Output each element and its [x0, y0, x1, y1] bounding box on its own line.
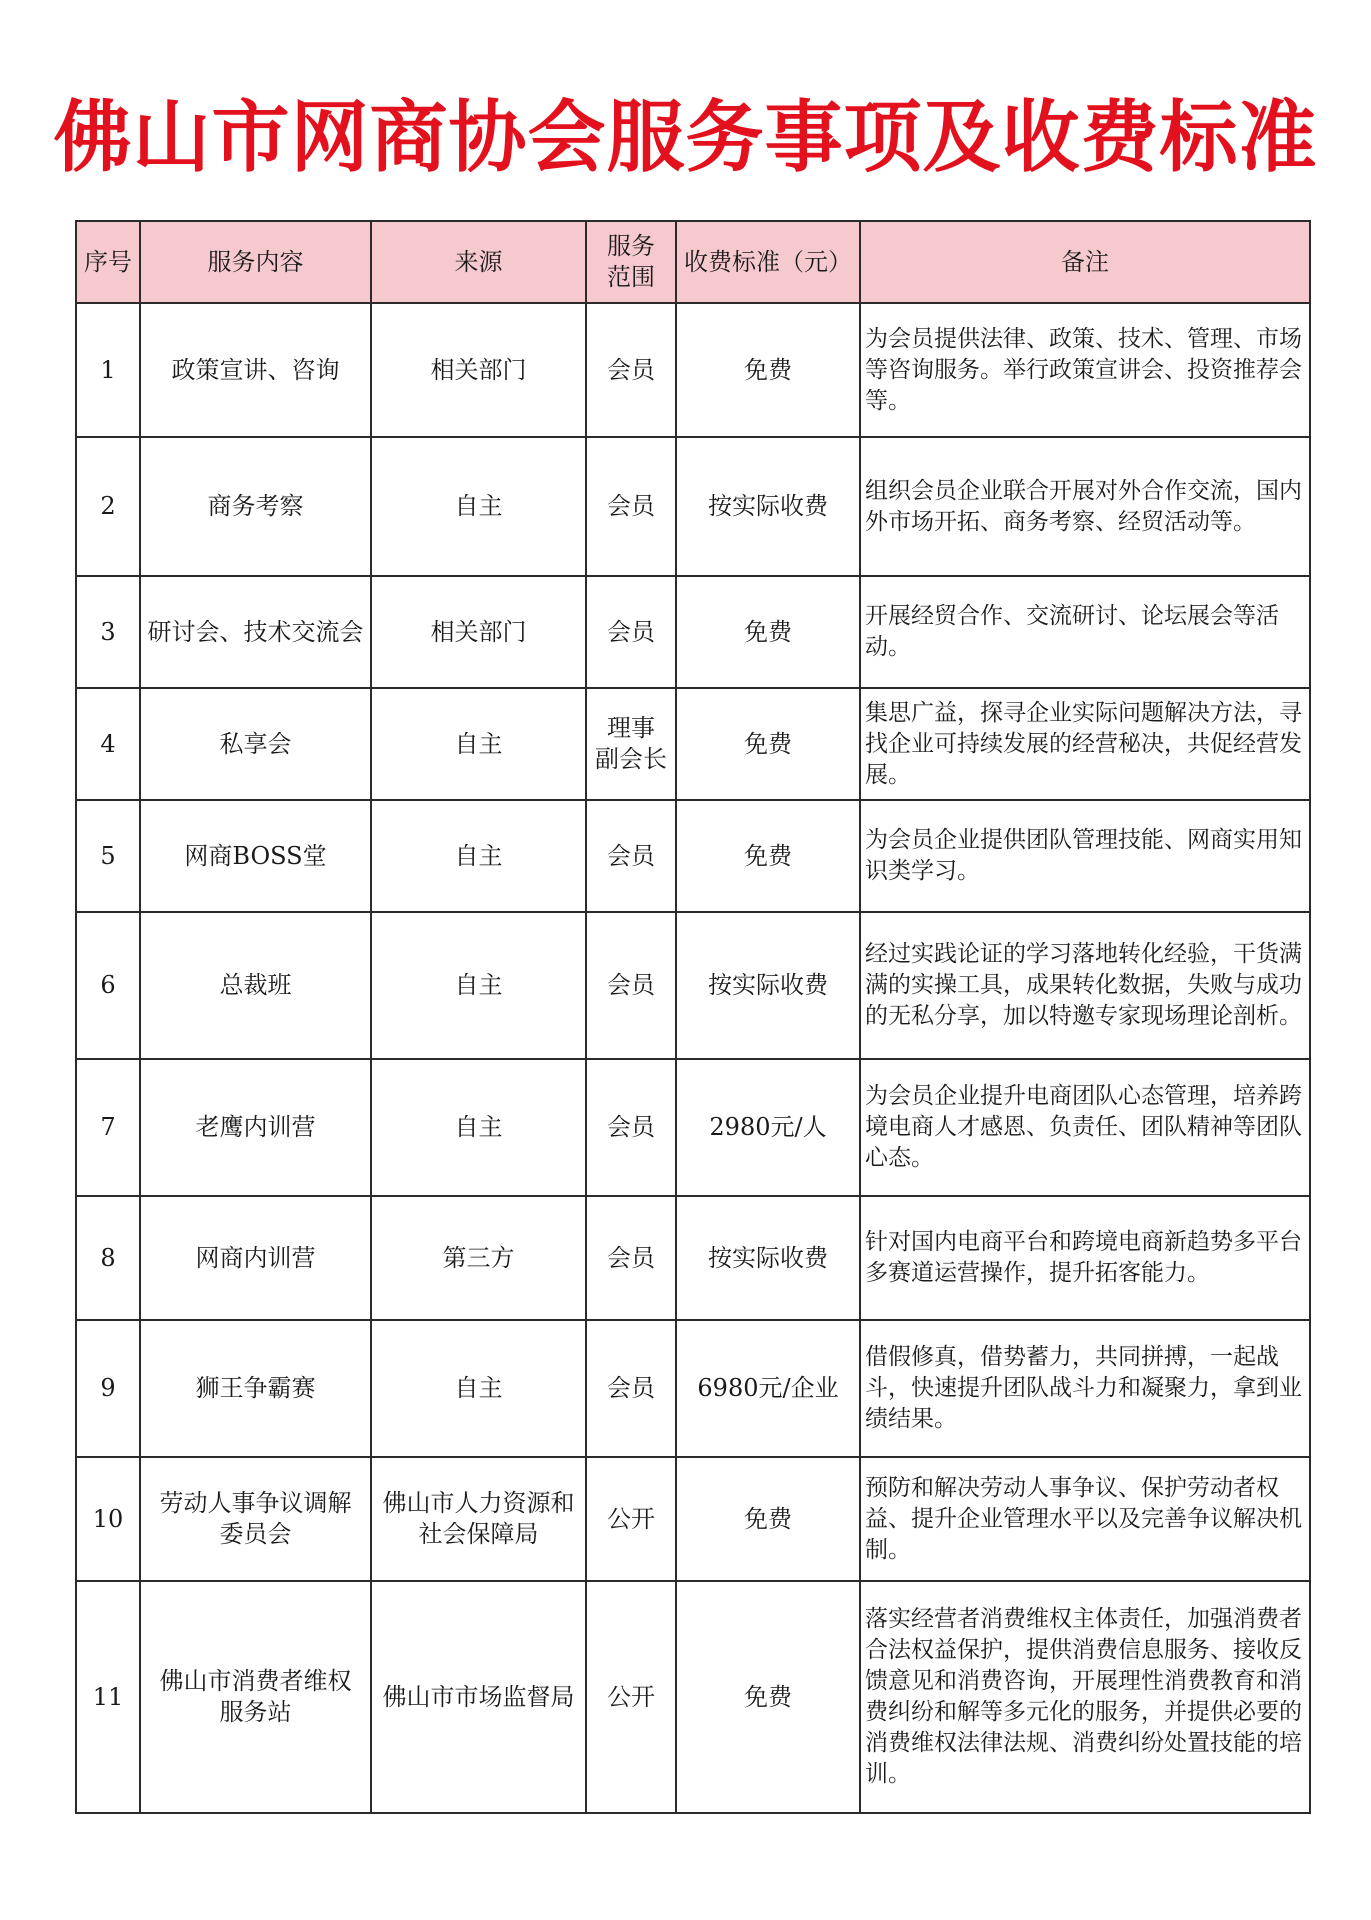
cell-remark: [860, 800, 1310, 912]
cell-source: [371, 912, 586, 1059]
cell-remark-text: 为会员企业提升电商团队心态管理，培养跨境电商人才感恩、负责任、团队精神等团队心态。: [865, 1083, 1302, 1171]
cell-source-text: 相关部门: [430, 617, 527, 646]
cell-scope-text: 副会长: [595, 745, 667, 773]
cell-no-text: 11: [92, 1682, 124, 1711]
cell-source-text: 社会保障局: [418, 1520, 539, 1548]
cell-no: [76, 576, 140, 688]
cell-scope-text: 会员: [607, 1243, 655, 1272]
cell-source: [371, 1457, 586, 1581]
cell-fee: [676, 1196, 860, 1320]
cell-remark: [860, 437, 1310, 576]
cell-content-text: 网商内训营: [195, 1243, 316, 1272]
cell-remark-text: 组织会员企业联合开展对外合作交流，国内外市场开拓、商务考察、经贸活动等。: [865, 477, 1302, 535]
cell-source: [371, 1196, 586, 1320]
cell-fee-text: 按实际收费: [708, 492, 828, 520]
cell-no: [76, 437, 140, 576]
cell-source: [371, 1581, 586, 1813]
header-scope-line2: 范围: [607, 263, 655, 291]
cell-content: [140, 800, 371, 912]
cell-fee-text: 免费: [744, 1682, 792, 1711]
cell-fee-text: 6980元/企业: [697, 1374, 839, 1402]
cell-fee: [676, 912, 860, 1059]
cell-content: [140, 912, 371, 1059]
cell-fee-text: 免费: [744, 617, 792, 646]
cell-scope: [586, 1320, 676, 1457]
cell-scope: [586, 1457, 676, 1581]
cell-content: [140, 1320, 371, 1457]
cell-fee-text: 按实际收费: [708, 971, 828, 999]
cell-source: [371, 303, 586, 437]
cell-scope-text: 理事: [607, 714, 655, 742]
cell-source-text: 自主: [454, 492, 503, 520]
cell-content-text: 网商BOSS堂: [184, 841, 327, 870]
cell-no: [76, 1320, 140, 1457]
cell-scope-text: 会员: [607, 841, 655, 870]
table-row: [76, 1457, 1310, 1581]
cell-scope: [586, 1581, 676, 1813]
cell-no: [76, 1581, 140, 1813]
cell-fee-text: 免费: [744, 1504, 792, 1533]
cell-no-text: 6: [100, 971, 116, 999]
cell-scope: [586, 1196, 676, 1320]
cell-fee-text: 按实际收费: [708, 1243, 828, 1272]
cell-fee: [676, 688, 860, 800]
cell-no-text: 10: [92, 1504, 124, 1533]
cell-content-text: 狮王争霸赛: [195, 1374, 316, 1402]
cell-remark-text: 落实经营者消费维权主体责任，加强消费者合法权益保护，提供消费信息服务、接收反馈意见和消费咨询，开展理性消费教育和消费纠纷和解等多元化的服务，并提供必要的消费维权法律法规、消费纠纷处置技能的培训。: [865, 1606, 1302, 1787]
cell-source-text: 佛山市人力资源和: [382, 1489, 575, 1517]
cell-remark: [860, 576, 1310, 688]
cell-no-text: 9: [100, 1374, 116, 1402]
cell-scope-text: 公开: [607, 1682, 655, 1711]
cell-source: [371, 1059, 586, 1196]
cell-remark: [860, 1581, 1310, 1813]
cell-content-text: 商务考察: [207, 492, 304, 520]
cell-no: [76, 1196, 140, 1320]
cell-content-text: 服务站: [219, 1698, 292, 1726]
cell-remark: [860, 912, 1310, 1059]
cell-scope-text: 会员: [607, 1113, 655, 1141]
cell-remark-text: 针对国内电商平台和跨境电商新趋势多平台多赛道运营操作，提升拓客能力。: [865, 1229, 1302, 1286]
header-scope: [586, 221, 676, 303]
header-content: 服务内容: [140, 221, 371, 303]
cell-no-text: 8: [100, 1243, 116, 1272]
header-scope-line1: 服务: [607, 232, 655, 260]
cell-content-text: 佛山市消费者维权: [159, 1667, 352, 1695]
cell-source-text: 第三方: [442, 1243, 515, 1272]
cell-fee: [676, 1457, 860, 1581]
fee-table: [75, 220, 1311, 1814]
cell-content: [140, 1196, 371, 1320]
page-title: 佛山市网商协会服务事项及收费标准: [53, 93, 1318, 183]
cell-fee: [676, 576, 860, 688]
cell-scope-text: 会员: [607, 1374, 655, 1402]
cell-scope-text: 会员: [607, 492, 655, 520]
cell-no-text: 4: [100, 729, 116, 758]
cell-content-text: 研讨会、技术交流会: [147, 617, 364, 646]
cell-source: [371, 437, 586, 576]
cell-content-text: 劳动人事争议调解: [159, 1489, 352, 1517]
cell-no-text: 2: [100, 492, 116, 520]
cell-scope: [586, 688, 676, 800]
cell-scope-text: 会员: [607, 355, 655, 384]
cell-scope: [586, 437, 676, 576]
table-row: [76, 1059, 1310, 1196]
cell-content: [140, 1059, 371, 1196]
cell-scope: [586, 1059, 676, 1196]
header-source: 来源: [371, 221, 586, 303]
cell-scope-text: 会员: [607, 617, 655, 646]
cell-fee-text: 免费: [744, 355, 792, 384]
cell-no-text: 1: [100, 355, 116, 384]
table-row: [76, 303, 1310, 437]
cell-remark-text: 为会员企业提供团队管理技能、网商实用知识类学习。: [865, 827, 1302, 884]
cell-content-text: 总裁班: [219, 971, 292, 999]
cell-remark: [860, 1457, 1310, 1581]
cell-remark-text: 经过实践论证的学习落地转化经验，干货满满的实操工具，成果转化数据，失败与成功的无私分享，加以特邀专家现场理论剖析。: [865, 941, 1302, 1029]
cell-content: [140, 688, 371, 800]
cell-source: [371, 800, 586, 912]
header-fee: 收费标准（元）: [676, 221, 860, 303]
cell-no: [76, 303, 140, 437]
cell-source: [371, 688, 586, 800]
cell-remark-text: 集思广益，探寻企业实际问题解决方法，寻找企业可持续发展的经营秘决，共促经营发展。: [865, 699, 1302, 788]
cell-source-text: 佛山市市场监督局: [382, 1682, 575, 1711]
cell-content-text: 委员会: [219, 1520, 292, 1548]
header-no: 序号: [76, 221, 140, 303]
cell-scope: [586, 303, 676, 437]
cell-fee: [676, 1320, 860, 1457]
table-row: [76, 576, 1310, 688]
cell-content: [140, 1581, 371, 1813]
cell-no-text: 7: [100, 1113, 116, 1141]
cell-source-text: 自主: [454, 1374, 503, 1402]
cell-content: [140, 1457, 371, 1581]
cell-remark: [860, 303, 1310, 437]
cell-remark-text: 借假修真，借势蓄力，共同拼搏，一起战斗，快速提升团队战斗力和凝聚力，拿到业绩结果。: [865, 1344, 1302, 1432]
cell-remark-text: 为会员提供法律、政策、技术、管理、市场等咨询服务。举行政策宣讲会、投资推荐会等。: [865, 325, 1302, 414]
cell-scope: [586, 800, 676, 912]
cell-scope: [586, 912, 676, 1059]
cell-no: [76, 1059, 140, 1196]
cell-no: [76, 1457, 140, 1581]
table-row: [76, 800, 1310, 912]
cell-no: [76, 912, 140, 1059]
cell-content: [140, 303, 371, 437]
table-row: [76, 437, 1310, 576]
cell-remark: [860, 688, 1310, 800]
cell-fee: [676, 1059, 860, 1196]
cell-remark: [860, 1196, 1310, 1320]
cell-source-text: 自主: [454, 1113, 503, 1141]
cell-remark-text: 预防和解决劳动人事争议、保护劳动者权益、提升企业管理水平以及完善争议解决机制。: [865, 1474, 1302, 1563]
cell-no: [76, 688, 140, 800]
cell-scope: [586, 576, 676, 688]
cell-remark: [860, 1320, 1310, 1457]
table-row: [76, 1196, 1310, 1320]
cell-content-text: 私享会: [219, 729, 292, 758]
table-row: [76, 912, 1310, 1059]
cell-fee-text: 免费: [744, 841, 792, 870]
cell-source-text: 自主: [454, 729, 503, 758]
cell-remark-text: 开展经贸合作、交流研讨、论坛展会等活动。: [865, 603, 1279, 660]
header-remark: 备注: [860, 221, 1310, 303]
cell-no-text: 3: [100, 617, 116, 646]
cell-source: [371, 1320, 586, 1457]
cell-fee: [676, 1581, 860, 1813]
cell-content-text: 政策宣讲、咨询: [171, 355, 340, 384]
cell-scope-text: 会员: [607, 971, 655, 999]
table-row: [76, 1320, 1310, 1457]
table-row: [76, 688, 1310, 800]
table-row: [76, 1581, 1310, 1813]
cell-source-text: 自主: [454, 841, 503, 870]
cell-fee-text: 2980元/人: [709, 1113, 827, 1141]
cell-content-text: 老鹰内训营: [195, 1113, 316, 1141]
cell-source-text: 相关部门: [430, 355, 527, 384]
cell-fee: [676, 437, 860, 576]
cell-no-text: 5: [100, 841, 116, 870]
cell-source: [371, 576, 586, 688]
cell-fee: [676, 800, 860, 912]
cell-scope-text: 公开: [607, 1504, 655, 1533]
cell-content: [140, 576, 371, 688]
cell-remark: [860, 1059, 1310, 1196]
table-header-row: [76, 221, 1310, 303]
cell-fee-text: 免费: [744, 729, 792, 758]
cell-content: [140, 437, 371, 576]
cell-source-text: 自主: [454, 971, 503, 999]
cell-fee: [676, 303, 860, 437]
cell-no: [76, 800, 140, 912]
